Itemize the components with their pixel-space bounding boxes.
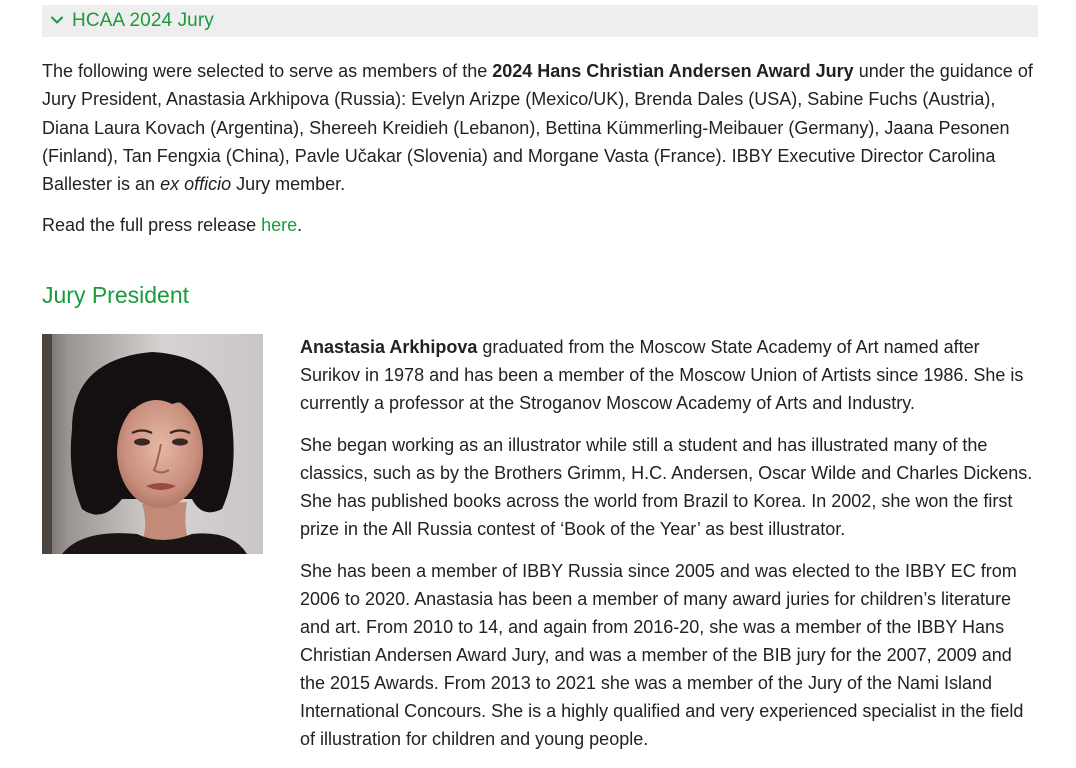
president-name: Anastasia Arkhipova (300, 337, 478, 357)
bio-paragraph-3: She has been a member of IBBY Russia since 2005 and was elected to the IBBY EC from 2006 to 2020. Anastasia has been a member of many award juries for children’s literature and art. From 2010 to 14, and again from 2016-20, she was a member of the IBBY Hans Christian Andersen Award Jury, and was a member of the BIB jury for the 2007, 2009 and the 2015 Awards. From 2013 to 2021 she was a member of the Jury of the Nami Island International Concours. She is a highly qualified and very experienced specialist in the field of illustration for children and young people. (300, 561, 1024, 749)
accordion-toggle-hcaa-2024-jury[interactable] (42, 5, 1038, 37)
president-portrait-photo (42, 334, 263, 554)
intro-text-2: under the guidance of Jury President, Anastasia Arkhipova (Russia): Evelyn Arizpe (Mexico/UK), Brenda Dales (USA), Sabine Fuchs (Austria), Diana Laura Kovach (Argentina), Shereeh Kreidieh (Lebanon), Bettina Kümmerling-Meibauer (Germany), Jaana Pesonen (Finland), Tan Fengxia (China), Pavle Učakar (Slovenia) and Morgane Vasta (France). IBBY Executive Director Carolina Ballester is an (42, 61, 1033, 195)
intro-text-1: The following were selected to serve as members of the (42, 61, 493, 81)
award-jury-name: 2024 Hans Christian Andersen Award Jury (492, 61, 854, 81)
jury-president-heading: Jury President (42, 282, 190, 308)
bio-paragraph-1 (300, 334, 1035, 418)
ex-officio-text: ex officio (160, 174, 232, 195)
accordion-title: HCAA 2024 Jury (72, 10, 214, 31)
chevron-down-icon (50, 13, 64, 27)
press-release-prefix: Read the full press release (42, 215, 262, 235)
bio-paragraph-2: She began working as an illustrator while still a student and has illustrated many of the classics, such as by the Brothers Grimm, H.C. Andersen, Oscar Wilde and Charles Dickens. She has published books across the world from Brazil to Korea. In 2002, she won the first prize in the All Russia contest of ‘Book of the Year’ as best illustrator. (300, 435, 1033, 539)
intro-text-3: Jury member. (231, 174, 346, 195)
intro-paragraph (42, 57, 1042, 198)
press-release-link[interactable]: here (261, 215, 298, 235)
bio-paragraph-1-text: graduated from the Moscow State Academy of Art named after Surikov in 1978 and has been a member of the Moscow Union of Artists since 1986. She is currently a professor at the Stroganov Moscow Academy of Arts and Industry. (300, 337, 1024, 413)
press-release-line (42, 211, 302, 239)
president-bio (300, 334, 1035, 768)
press-release-suffix: . (297, 215, 303, 235)
portrait-illustration (42, 334, 263, 554)
